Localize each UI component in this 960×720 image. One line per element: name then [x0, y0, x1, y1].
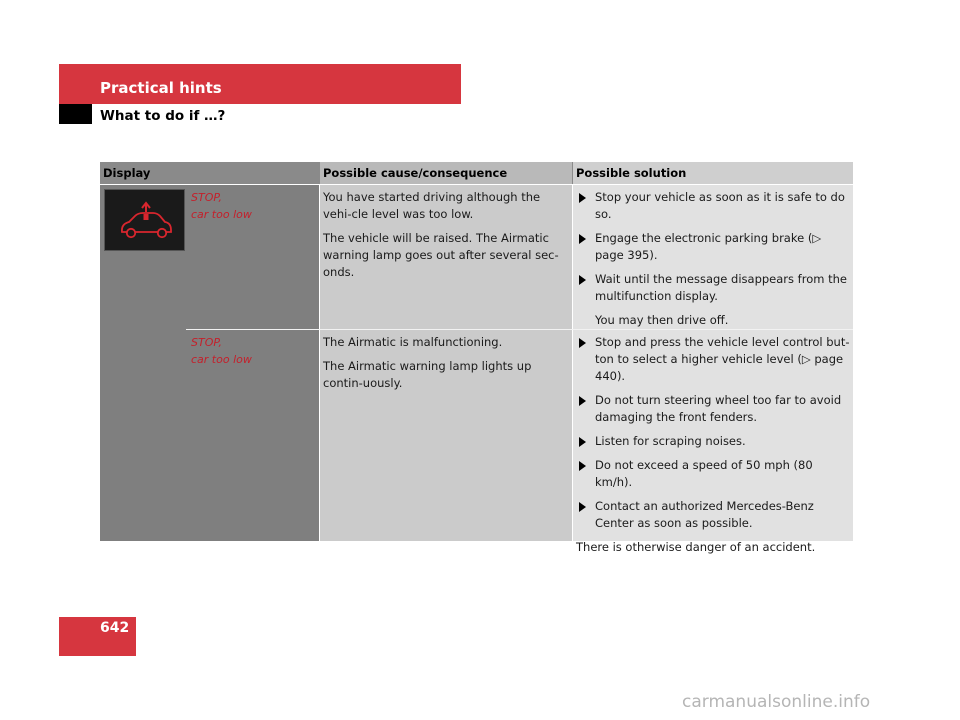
bullet-arrow-icon	[579, 193, 586, 203]
solution-cell	[576, 334, 852, 556]
message-line: car too low	[191, 353, 252, 366]
display-message	[191, 189, 311, 223]
page-number: 642	[100, 620, 130, 636]
solution-step: Wait until the message disappears from the multifunction display.	[576, 271, 852, 305]
car-level-icon	[105, 190, 184, 250]
column-header-display: Display	[100, 162, 319, 184]
vehicle-raise-warning-lamp-icon	[104, 189, 185, 251]
cause-cell	[323, 334, 569, 399]
bullet-arrow-icon	[579, 338, 586, 348]
cause-text: The vehicle will be raised. The Airmatic warning lamp goes out after several sec-onds.	[323, 231, 559, 279]
watermark-text: carmanualsonline.info	[682, 692, 871, 712]
message-line: STOP,	[191, 191, 222, 204]
cause-cell	[323, 189, 569, 288]
cause-text: You have started driving although the vehi-cle level was too low.	[323, 190, 541, 221]
bullet-arrow-icon	[579, 437, 586, 447]
column-header-cause: Possible cause/consequence	[320, 162, 572, 184]
solution-step: Listen for scraping noises.	[576, 433, 852, 450]
solution-step: Do not turn steering wheel too far to avoid damaging the front fenders.	[576, 392, 852, 426]
subsection-marker	[59, 104, 92, 124]
subsection-title: What to do if …?	[100, 108, 226, 124]
bullet-arrow-icon	[579, 502, 586, 512]
bullet-arrow-icon	[579, 234, 586, 244]
solution-step: Stop and press the vehicle level control but-ton to select a higher vehicle level (▷ page 440).	[576, 334, 852, 385]
bullet-arrow-icon	[579, 461, 586, 471]
troubleshooting-table	[100, 162, 853, 554]
solution-cell	[576, 189, 852, 336]
bullet-arrow-icon	[579, 275, 586, 285]
message-line: car too low	[191, 208, 252, 221]
cause-text: The Airmatic warning lamp lights up contin-uously.	[323, 359, 532, 390]
cause-text: The Airmatic is malfunctioning.	[323, 335, 503, 349]
message-line: STOP,	[191, 336, 222, 349]
solution-step: Do not exceed a speed of 50 mph (80 km/h).	[576, 457, 852, 491]
warning-note: There is otherwise danger of an accident.	[576, 540, 816, 554]
solution-note: You may then drive off.	[595, 313, 729, 327]
section-title: Practical hints	[100, 79, 222, 97]
solution-step: Engage the electronic parking brake (▷ page 395).	[576, 230, 852, 264]
display-message	[191, 334, 311, 368]
column-header-solution: Possible solution	[573, 162, 853, 184]
solution-step: Contact an authorized Mercedes-Benz Center as soon as possible.	[576, 498, 852, 532]
bullet-arrow-icon	[579, 396, 586, 406]
solution-step: Stop your vehicle as soon as it is safe to do so.	[576, 189, 852, 223]
